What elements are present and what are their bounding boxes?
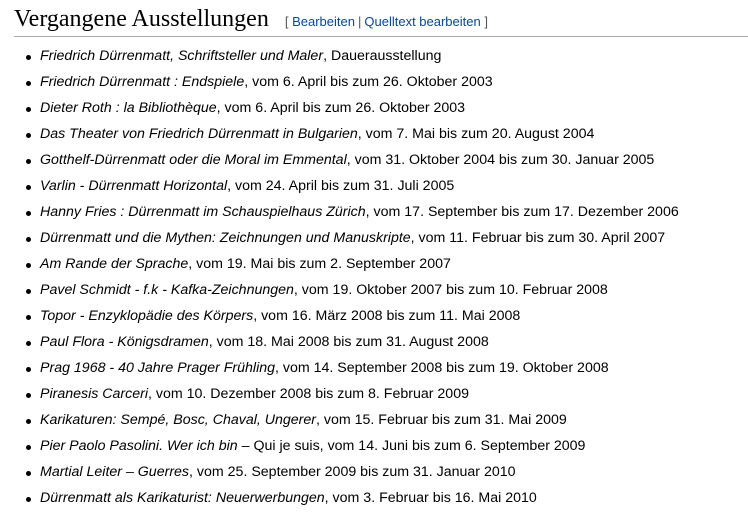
exhibition-title: Pier Paolo Pasolini. Wer ich bin [40,438,238,454]
edit-separator: | [357,14,362,29]
exhibition-title: Piranesis Carceri [40,386,149,402]
exhibition-title: Topor - Enzyklopädie des Körpers [40,308,254,324]
exhibition-title: Karikaturen: Sempé, Bosc, Chaval, Ungerer [40,412,316,428]
exhibition-title: Dürrenmatt und die Mythen: Zeichnungen und Manuskripte [40,230,411,246]
list-item [30,199,734,225]
exhibition-dates: , vom 18. Mai 2008 bis zum 31. August 2008 [208,334,489,350]
exhibition-title: Das Theater von Friedrich Dürrenmatt in Bulgarien [40,126,358,142]
exhibition-list [14,43,734,511]
exhibition-title: Friedrich Dürrenmatt, Schriftsteller und Maler [40,48,324,64]
list-item [30,407,734,433]
list-item [30,381,734,407]
exhibition-dates: , vom 6. April bis zum 26. Oktober 2003 [216,100,466,116]
list-item [30,147,734,173]
edit-link[interactable]: Bearbeiten [292,14,355,29]
exhibition-dates: , vom 25. September 2009 bis zum 31. Januar 2010 [189,464,516,480]
exhibition-title: Gotthelf-Dürrenmatt oder die Moral im Emmental [40,152,347,168]
exhibition-title: Varlin - Dürrenmatt Horizontal [40,178,228,194]
edit-section-links [285,14,488,29]
exhibition-dates: , vom 11. Februar bis zum 30. April 2007 [410,230,666,246]
exhibition-title: Prag 1968 - 40 Jahre Prager Frühling [40,360,276,376]
list-item [30,433,734,459]
list-item [30,277,734,303]
exhibition-title: Hanny Fries : Dürrenmatt im Schauspielhaus Zürich [40,204,366,220]
exhibition-dates: – Qui je suis, vom 14. Juni bis zum 6. September 2009 [237,438,586,454]
edit-source-link[interactable]: Quelltext bearbeiten [364,14,481,29]
edit-close-bracket: ] [484,14,488,29]
list-item [30,43,734,69]
exhibition-dates: , vom 7. Mai bis zum 20. August 2004 [357,126,595,142]
list-item [30,303,734,329]
list-item [30,173,734,199]
exhibition-dates: , Dauerausstellung [323,48,442,64]
list-item [30,355,734,381]
exhibition-title: Paul Flora - Königsdramen [40,334,209,350]
exhibition-dates: , vom 10. Dezember 2008 bis zum 8. Februar 2009 [148,386,469,402]
exhibition-title: Dieter Roth : la Bibliothèque [40,100,217,116]
edit-open-bracket: [ [284,14,289,29]
exhibition-title: Friedrich Dürrenmatt : Endspiele [40,74,245,90]
list-item [30,121,734,147]
exhibition-dates: , vom 17. September bis zum 17. Dezember 2006 [365,204,679,220]
list-item [30,459,734,485]
exhibition-title: Pavel Schmidt - f.k - Kafka-Zeichnungen [40,282,294,298]
list-item [30,251,734,277]
list-item [30,69,734,95]
list-item [30,329,734,355]
section-title: Vergangene Ausstellungen [14,6,269,32]
exhibition-dates: , vom 16. März 2008 bis zum 11. Mai 2008 [253,308,521,324]
exhibition-title: Am Rande der Sprache [40,256,189,272]
exhibition-dates: , vom 24. April bis zum 31. Juli 2005 [227,178,455,194]
section-heading [14,6,748,37]
list-item [30,225,734,251]
exhibition-dates: , vom 19. Oktober 2007 bis zum 10. Februar 2008 [293,282,608,298]
exhibition-title: Martial Leiter – Guerres [40,464,190,480]
exhibition-dates: , vom 6. April bis zum 26. Oktober 2003 [244,74,493,90]
exhibition-dates: , vom 31. Oktober 2004 bis zum 30. Januar 2005 [346,152,655,168]
list-item [30,95,734,121]
exhibition-dates: , vom 15. Februar bis zum 31. Mai 2009 [316,412,567,428]
list-item [30,485,734,511]
exhibition-dates: , vom 3. Februar bis 16. Mai 2010 [324,490,537,506]
exhibition-dates: , vom 14. September 2008 bis zum 19. Oktober 2008 [275,360,609,376]
exhibition-dates: , vom 19. Mai bis zum 2. September 2007 [188,256,451,272]
exhibition-title: Dürrenmatt als Karikaturist: Neuerwerbungen [40,490,325,506]
